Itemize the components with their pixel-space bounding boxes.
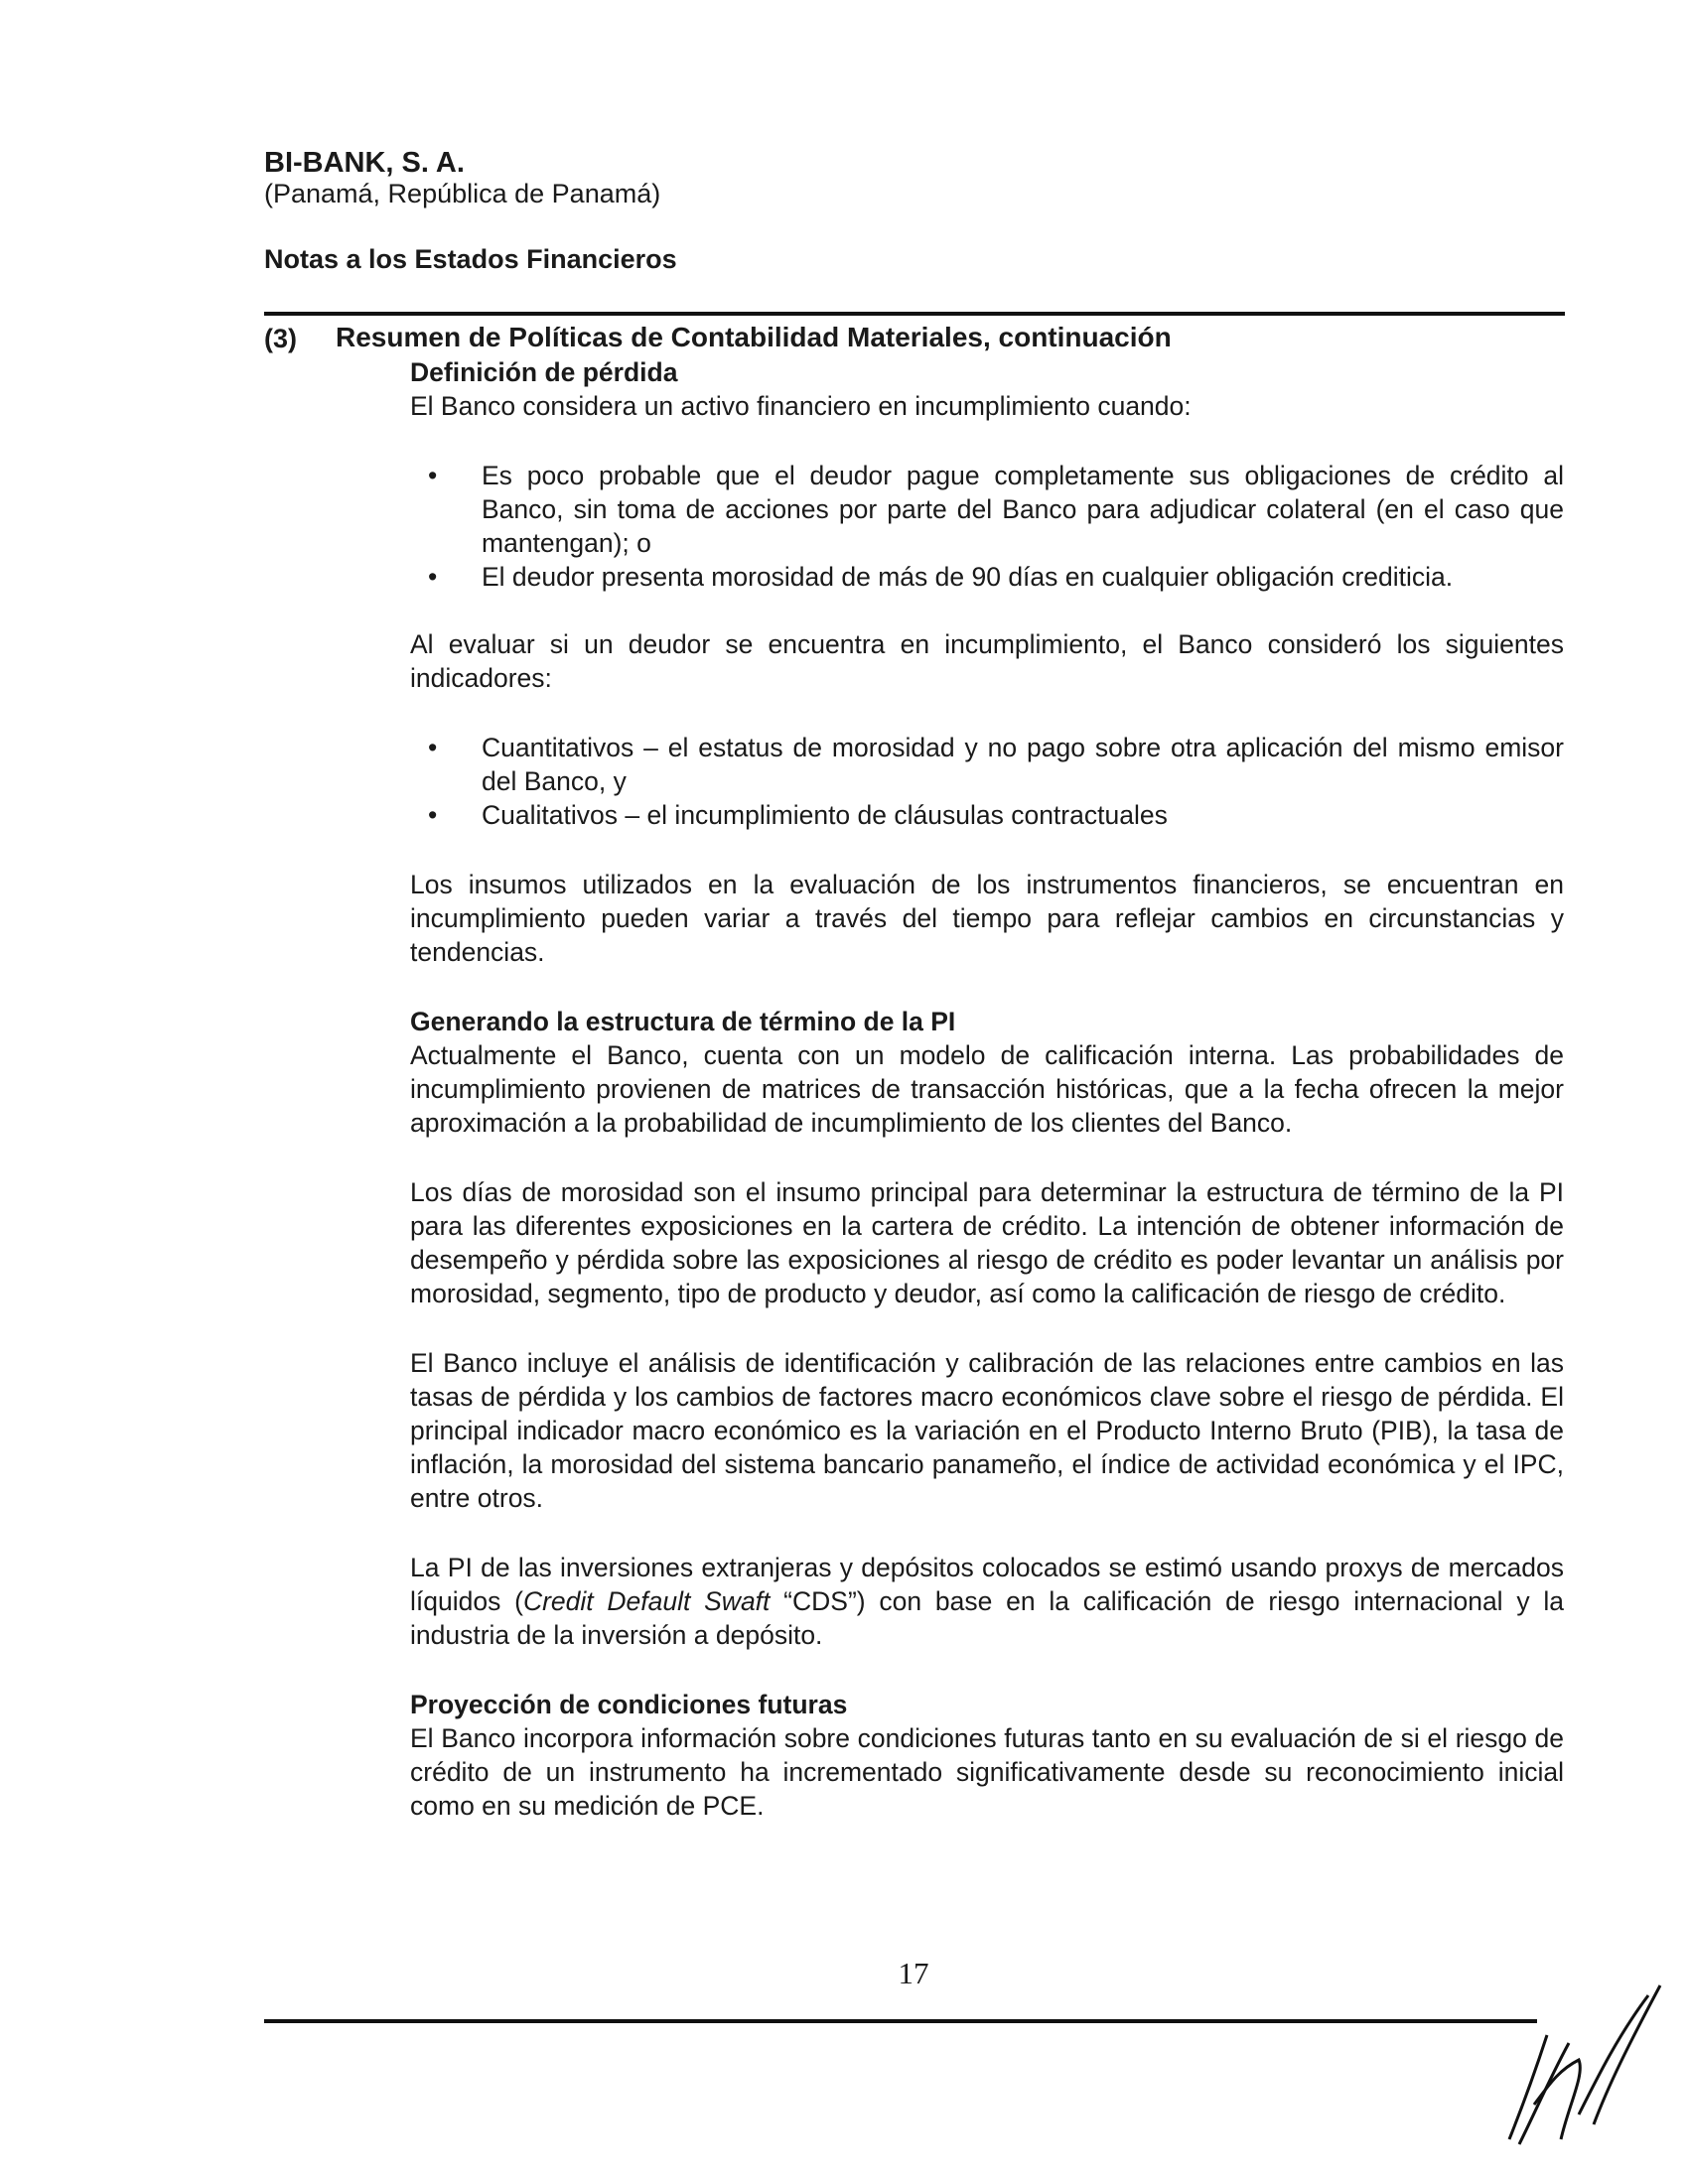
default-criteria-list	[410, 459, 1564, 594]
subheading-default-definition: Definición de pérdida	[410, 357, 678, 387]
pd-paragraph: Los días de morosidad son el insumo principal para determinar la estructura de término de la PI para las diferentes exposiciones en la cartera de crédito. La intención de obtener información de desempeño y pérdida sobre las exposiciones al riesgo de crédito es poder levantar un análisis por morosidad, segmento, tipo de producto y deudor, así como la calificación de riesgo de crédito.	[410, 1177, 1564, 1308]
header-rule	[264, 312, 1565, 316]
section-number: (3)	[264, 324, 297, 353]
notes-title: Notas a los Estados Financieros	[264, 244, 677, 274]
default-intro: El Banco considera un activo financiero en incumplimiento cuando:	[410, 391, 1192, 421]
list-item: • Cualitativos – el incumplimiento de cláusulas contractuales	[428, 800, 1168, 830]
projection-paragraph: El Banco incorpora información sobre condiciones futuras tanto en su evaluación de si el riesgo de crédito de un instrumento ha incrementado significativamente desde su reconocimiento inicial como en su medición de PCE.	[410, 1723, 1564, 1821]
subheading-pd-structure: Generando la estructura de término de la PI	[410, 1007, 956, 1036]
indicators-intro: Al evaluar si un deudor se encuentra en incumplimiento, el Banco consideró los siguientes indicadores:	[410, 629, 1564, 693]
company-location: (Panamá, República de Panamá)	[264, 179, 661, 208]
company-name: BI-BANK, S. A.	[264, 147, 465, 179]
pd-proxy-paragraph: La PI de las inversiones extranjeras y depósitos colocados se estimó usando proxys de mercados líquidos (Credit Default Swaft “CDS”) con base en la calificación de riesgo internacional y la industria de la inversión a depósito.	[410, 1553, 1564, 1650]
bullet-icon: •	[428, 562, 438, 592]
list-item: • El deudor presenta morosidad de más de 90 días en cualquier obligación crediticia.	[428, 562, 1454, 592]
subheading-projection: Proyección de condiciones futuras	[410, 1690, 848, 1719]
list-item: • Cuantitativos – el estatus de morosidad y no pago sobre otra aplicación del mismo emisor del Banco, y	[428, 733, 1564, 796]
page-number: 17	[898, 1956, 929, 1990]
cds-term: Credit Default Swaft	[522, 1586, 771, 1616]
section-title: Resumen de Políticas de Contabilidad Materiales, continuación	[336, 322, 1172, 352]
pd-paragraph: El Banco incluye el análisis de identificación y calibración de las relaciones entre cambios en las tasas de pérdida y los cambios de factores macro económicos clave sobre el riesgo de pérdida. El principal indicador macro económico es la variación en el Producto Interno Bruto (PIB), la tasa de inflación, la morosidad del sistema bancario panameño, el índice de actividad económica y el IPC, entre otros.	[410, 1348, 1564, 1513]
signature-initials-icon	[1489, 1966, 1668, 2164]
inputs-paragraph: Los insumos utilizados en la evaluación de los instrumentos financieros, se encuentran en incumplimiento pueden variar a través del tiempo para reflejar cambios en circunstancias y tendencias.	[410, 870, 1564, 967]
bullet-icon: •	[428, 461, 438, 490]
section-body	[410, 355, 1564, 1823]
list-item: • Es poco probable que el deudor pague completamente sus obligaciones de crédito al Banco, sin toma de acciones por parte del Banco para adjudicar colateral (en el caso que mantengan); o	[428, 461, 1564, 558]
footer-rule	[264, 2019, 1537, 2023]
indicators-list	[410, 731, 1564, 832]
pd-paragraph: Actualmente el Banco, cuenta con un modelo de calificación interna. Las probabilidades de incumplimiento provienen de matrices de transacción históricas, que a la fecha ofrecen la mejor aproximación a la probabilidad de incumplimiento de los clientes del Banco.	[410, 1040, 1564, 1138]
bullet-icon: •	[428, 800, 438, 830]
bullet-icon: •	[428, 733, 438, 762]
